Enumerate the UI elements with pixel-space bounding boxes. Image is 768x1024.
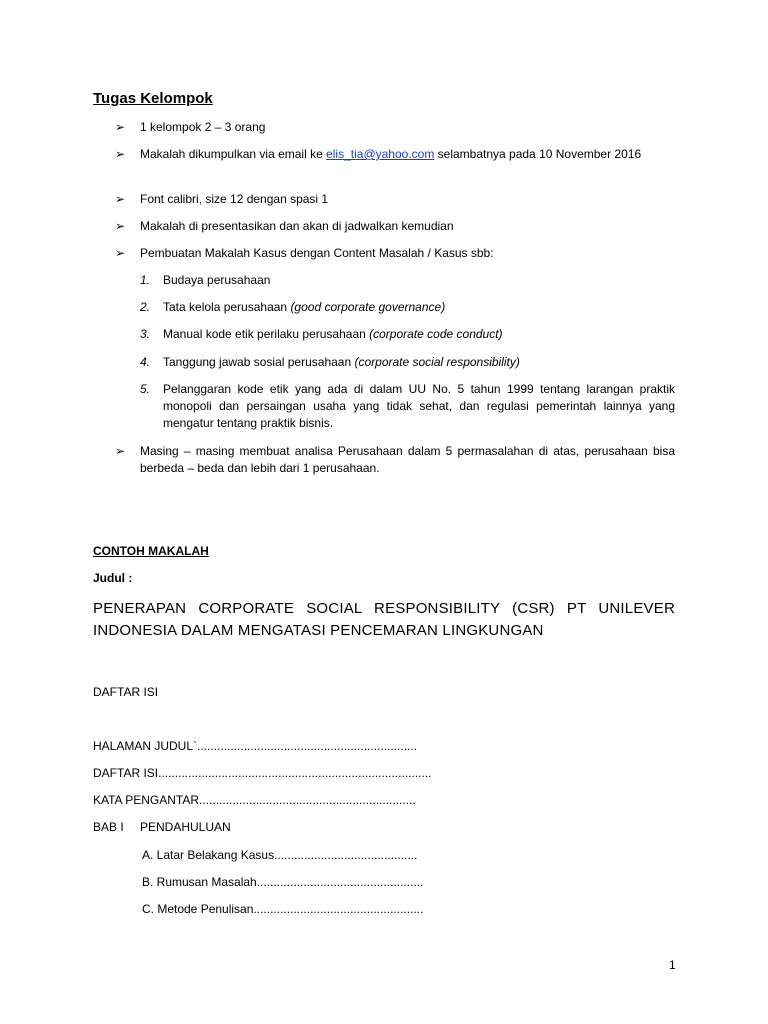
topic-item [163, 299, 675, 316]
toc-halaman-judul: HALAMAN JUDUL`.................................................................. [93, 739, 418, 753]
toc-daftar-isi: DAFTAR ISI.................................................................................. [93, 766, 432, 780]
example-title-line1: PENERAPAN CORPORATE SOCIAL RESPONSIBILITY (CSR) PT UNILEVER [93, 600, 675, 617]
topic-number: 5. [140, 382, 151, 396]
topic-english: (good corporate governance) [290, 300, 446, 314]
topic-text: Budaya perusahaan [163, 273, 271, 287]
toc-sub-a: A. Latar Belakang Kasus........................................... [142, 848, 418, 862]
bullet-arrow-icon: ➢ [115, 246, 126, 260]
bullet-presentation: Makalah di presentasikan dan akan di jadwalkan kemudian [140, 219, 454, 233]
page-heading: Tugas Kelompok [93, 90, 213, 107]
submission-text-pre: Makalah dikumpulkan via email ke [140, 147, 327, 161]
bullet-group-size: 1 kelompok 2 – 3 orang [140, 120, 266, 134]
page-number: 1 [669, 958, 676, 972]
bullet-arrow-icon: ➢ [115, 120, 126, 134]
topic-text: Manual kode etik perilaku perusahaan [163, 327, 370, 341]
toc-bab1-label: BAB I [93, 820, 124, 834]
toc-bab1-title: PENDAHULUAN [140, 820, 231, 834]
bullet-arrow-icon: ➢ [115, 444, 126, 458]
topic-item [163, 381, 675, 432]
bullet-arrow-icon: ➢ [115, 147, 126, 161]
topic-english: (corporate social responsibility) [354, 355, 520, 369]
topic-text: Pelanggaran kode etik yang ada di dalam UU No. 5 tahun 1999 tentang larangan praktik monopoli dan persaingan usaha yang tidak sehat, dan regulasi pemerintah lainnya yang mengatur tentang praktik bisnis. [163, 382, 675, 430]
bullet-analysis: Masing – masing membuat analisa Perusahaan dalam 5 permasalahan di atas, perusahaan bisa berbeda – beda dan lebih dari 1 perusahaan. [140, 444, 675, 475]
topic-text: Tanggung jawab sosial perusahaan [163, 355, 355, 369]
topic-number: 2. [140, 300, 151, 314]
judul-label: Judul : [93, 571, 133, 585]
toc-sub-b: B. Rumusan Masalah.................................................. [142, 875, 424, 889]
example-title-line2: INDONESIA DALAM MENGATASI PENCEMARAN LINGKUNGAN [93, 622, 544, 639]
submission-text-post: selambatnya pada 10 November 2016 [434, 147, 642, 161]
example-label: CONTOH MAKALAH [93, 544, 209, 558]
bullet-case-content: Pembuatan Makalah Kasus dengan Content Masalah / Kasus sbb: [140, 246, 494, 260]
topic-number: 4. [140, 355, 151, 369]
bullet-submission [140, 146, 675, 163]
topic-number: 3. [140, 327, 151, 341]
topic-item [163, 272, 675, 289]
email-link[interactable]: elis_tia@yahoo.com [326, 147, 435, 161]
topic-english: (corporate code conduct) [369, 327, 503, 341]
topic-item [163, 326, 675, 343]
topic-number: 1. [140, 273, 151, 287]
bullet-arrow-icon: ➢ [115, 219, 126, 233]
example-title [93, 598, 675, 642]
toc-sub-c: C. Metode Penulisan................................................... [142, 902, 424, 916]
topic-text: Tata kelola perusahaan [163, 300, 291, 314]
bullet-font: Font calibri, size 12 dengan spasi 1 [140, 192, 329, 206]
daftar-isi-heading: DAFTAR ISI [93, 685, 159, 699]
topic-item [163, 354, 675, 371]
bullet-arrow-icon: ➢ [115, 192, 126, 206]
toc-kata-pengantar: KATA PENGANTAR................................................................. [93, 793, 416, 807]
